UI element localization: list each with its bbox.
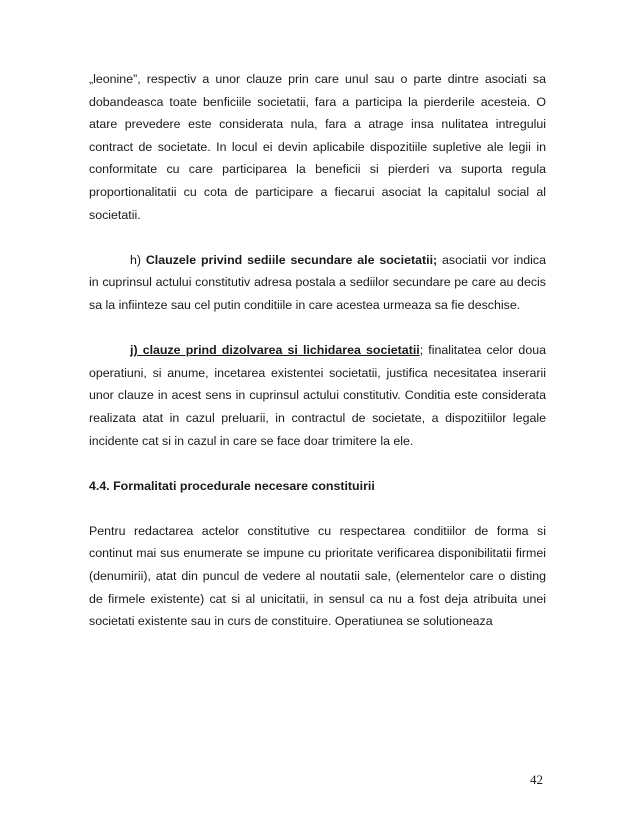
paragraph-procedural-formalities: Pentru redactarea actelor constitutive cu respectarea conditiilor de forma si continut mai sus enumerate se impune cu prioritate verificarea disponibilitatii firmei (denumirii), atat din puncul de vedere al noutatii sale, (elementelor care o disting de firmele existente) cat si al unicitatii, in sensul ca nu a fost deja atribuita unei societati existente sau in curs de constituire. Operatiunea se solutioneaza bbox=[89, 523, 546, 629]
paragraph-spacer bbox=[89, 497, 546, 520]
clause-body-dissolution: ; finalitatea celor doua operatiuni, si anume, incetarea existentei societatii, justifica necesitatea inserarii unor clauze in acest sens in cuprinsul actului constitutiv. Conditia este considerata realizata atat in cazul preluarii, in contractul de societate, a dispozitiilor legale incidente cat si in cazul in care se face doar trimitere la ele. bbox=[89, 343, 546, 448]
paragraph-leonine-clauses: „leonine”, respectiv a unor clauze prin care unul sau o parte dintre asociati sa dobandeasca toate benficiile societatii, fara a participa la pierderile acesteia. O atare prevedere este considerata nula, fara a atrage insa nulitatea intregului contract de societate. In locul ei devin aplicabile dispozitiile supletive ale legii in conformitate cu care participarea la beneficii si pierderi va suporta regula proportionalitatii cu cota de participare a fiecarui asociat la capitalul social al societatii. bbox=[89, 72, 546, 222]
clause-body-secondary-offices: asociatii vor indica in cuprinsul actului constitutiv adresa postala a sediilor secundare pe care au decis sa la infiinteze sau cel putin conditiile in care acestea urmeaza sa fie deschise. bbox=[89, 252, 546, 312]
clause-title-dissolution: j) clauze prind dizolvarea si lichidarea societatii bbox=[130, 343, 420, 358]
paragraph-dissolution bbox=[89, 339, 546, 452]
paragraph-spacer bbox=[89, 452, 546, 475]
paragraph-secondary-offices bbox=[89, 249, 546, 317]
page-body bbox=[89, 68, 546, 633]
paragraph-spacer bbox=[89, 317, 546, 340]
section-heading: 4.4. Formalitati procedurale necesare constituirii bbox=[89, 478, 375, 493]
clause-title-secondary-offices: Clauzele privind sediile secundare ale societatii; bbox=[145, 252, 438, 267]
paragraph-spacer bbox=[89, 226, 546, 249]
clause-letter-h: h) bbox=[130, 252, 146, 267]
page-number: 42 bbox=[530, 772, 543, 787]
